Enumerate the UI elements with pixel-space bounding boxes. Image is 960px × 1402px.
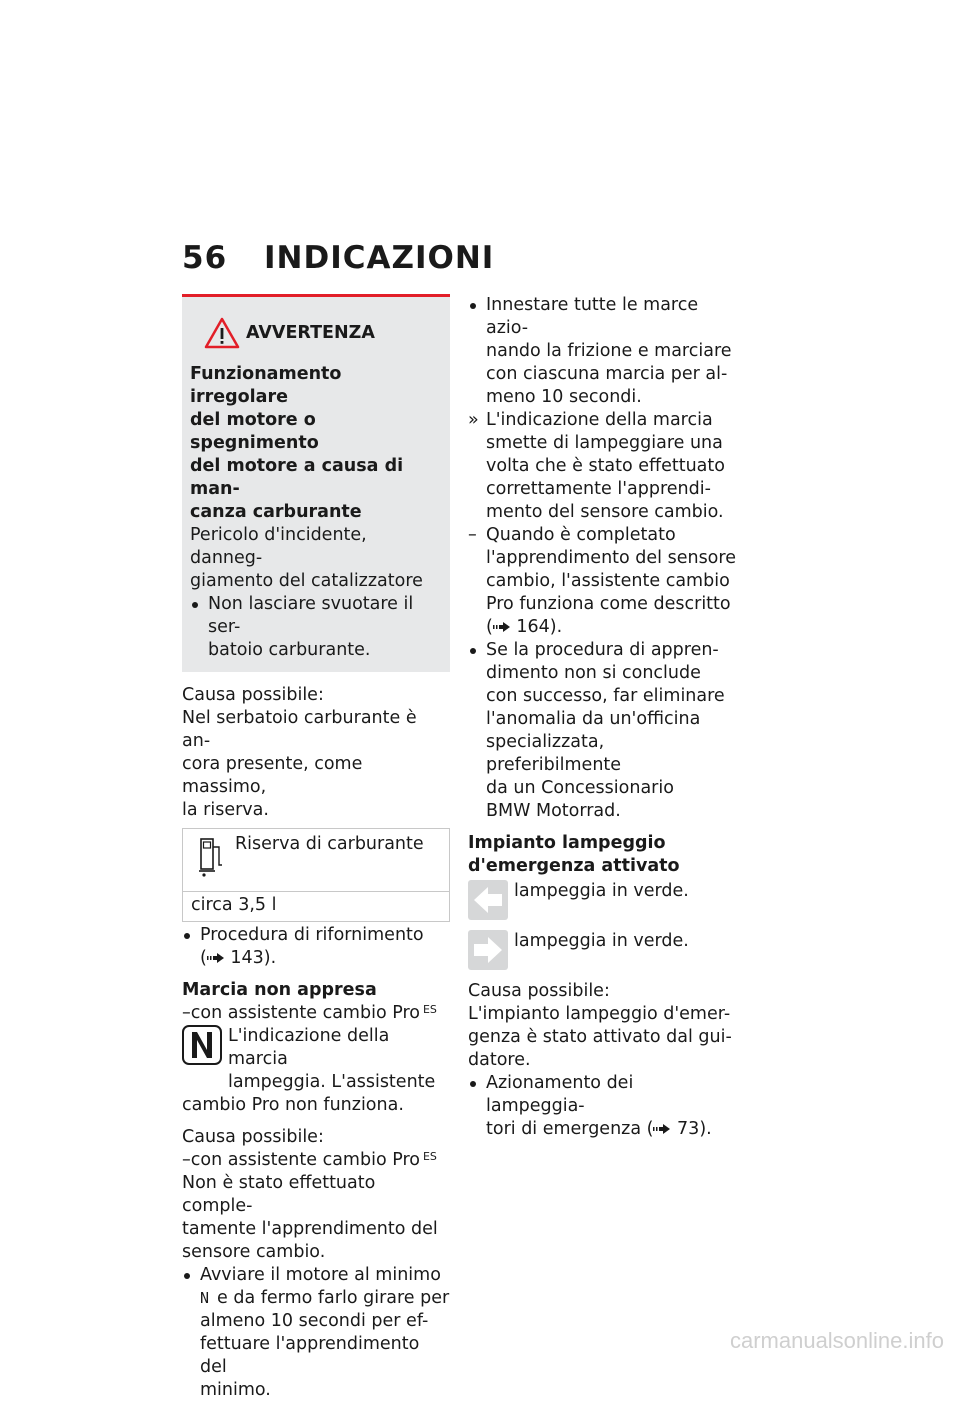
gear-engage-bullet (468, 294, 736, 409)
gear-condition-2 (182, 1149, 450, 1172)
hazard-left-row (468, 880, 736, 920)
warning-title (190, 363, 442, 524)
result-marker-icon: » (468, 410, 479, 430)
gear-result-line: mento del sensore cambio. (486, 502, 724, 522)
gear-fail-bullet (468, 639, 736, 823)
gear-heading: Marcia non appresa (182, 980, 377, 1000)
warning-box (182, 294, 450, 672)
fuel-procedure-bullet (182, 924, 450, 970)
warning-title-line: del motore o spegnimento (190, 410, 319, 453)
gear-result-line: correttamente l'apprendi- (486, 479, 711, 499)
warning-bullet (190, 593, 442, 662)
neutral-glyph: N (200, 1289, 210, 1307)
gear-fail-line: specializzata, preferibilmente (486, 732, 622, 775)
footer-watermark: carmanualsonline.info (729, 1328, 944, 1353)
gear-engage-line: nando la frizione e marciare (486, 341, 732, 361)
hazard-action-line: Azionamento dei lampeggia- (486, 1073, 634, 1116)
gear-condition2-sup: ES (422, 1150, 437, 1163)
right-arrow-icon (468, 930, 508, 970)
gear-cause-label: Causa possibile: (182, 1127, 324, 1147)
page-number: 56 (182, 240, 228, 276)
dash-marker-icon: – (468, 525, 477, 545)
warning-title-line: Funzionamento irregolare (190, 364, 342, 407)
gear-start-line: e da fermo farlo girare per (217, 1288, 450, 1308)
hazard-right-text: lampeggia in verde. (514, 931, 689, 951)
hazard-cause-line: datore. (468, 1050, 531, 1070)
hazard-action-line: tori di emergenza (486, 1119, 642, 1139)
hazard-left-text: lampeggia in verde. (514, 881, 689, 901)
fuel-procedure-page: 143). (230, 948, 277, 968)
gear-fail-line: BMW Motorrad. (486, 801, 621, 821)
hazard-right-row (468, 930, 736, 970)
hazard-cause-line: L'impianto lampeggio d'emer- (468, 1004, 731, 1024)
fuel-procedure-ref[interactable]: ( 143). (200, 948, 277, 968)
gear-indicator-text (228, 1025, 450, 1094)
hazard-heading-line: Impianto lampeggio (468, 833, 666, 853)
gear-fail-line: con successo, far eliminare (486, 686, 725, 706)
gear-indicator-line: L'indicazione della marcia (228, 1026, 390, 1069)
gear-condition2-text: –con assistente cambio Pro (182, 1150, 420, 1170)
gear-result-line: L'indicazione della marcia (486, 410, 713, 430)
gear-complete-item (468, 524, 736, 639)
gear-complete-line: l'apprendimento del sensore (486, 548, 736, 568)
gear-result-line: volta che è stato effettuato (486, 456, 725, 476)
gear-condition (182, 1002, 450, 1025)
gear-fail-line: dimento non si conclude (486, 663, 701, 683)
fuel-reserve-table (182, 828, 450, 922)
warning-triangle-icon (204, 317, 240, 349)
warning-danger-line: Pericolo d'incidente, danneg- (190, 525, 367, 568)
fuel-reserve-value: circa 3,5 l (191, 895, 277, 915)
gear-start-bullet (182, 1264, 450, 1402)
gear-start-line: minimo. (200, 1380, 271, 1400)
hazard-action-page: 73). (677, 1119, 712, 1139)
warning-title-line: del motore a causa di man- (190, 456, 404, 499)
fuel-pump-icon (197, 833, 227, 877)
warning-danger-line: giamento del catalizzatore (190, 571, 423, 591)
warning-title-line: canza carburante (190, 502, 362, 522)
gear-cause-line: Non è stato effettuato comple- (182, 1173, 376, 1216)
gear-cause-line: sensore cambio. (182, 1242, 326, 1262)
gear-indicator-tail: cambio Pro non funziona. (182, 1095, 404, 1115)
gear-fail-line: l'anomalia da un'officina (486, 709, 701, 729)
gear-indicator-line: lampeggia. L'assistente (228, 1072, 436, 1092)
gear-start-line: almeno 10 secondi per ef- (200, 1311, 429, 1331)
gear-complete-line: Quando è completato (486, 525, 676, 545)
hazard-cause-line: genza è stato attivato dal gui- (468, 1027, 732, 1047)
hazard-action-ref[interactable]: tori di emergenza ( 73). (486, 1119, 712, 1139)
gear-fail-line: da un Concessionario (486, 778, 674, 798)
left-column (182, 294, 450, 1402)
left-arrow-icon (468, 880, 508, 920)
gear-complete-line: cambio, l'assistente cambio (486, 571, 730, 591)
warning-header (204, 317, 442, 349)
gear-result-line: smette di lampeggiare una (486, 433, 723, 453)
warning-bullet-line: Non lasciare svuotare il ser- (208, 594, 414, 637)
right-column (468, 294, 736, 1141)
page-title: INDICAZIONI (264, 240, 495, 276)
warning-heading: AVVERTENZA (246, 322, 375, 343)
fuel-cause-line: la riserva. (182, 800, 269, 820)
gear-complete-line: Pro funziona come descritto (486, 594, 731, 614)
gear-condition-text: –con assistente cambio Pro (182, 1003, 420, 1023)
gear-start-line-2 (200, 1287, 450, 1310)
hazard-cause-label: Causa possibile: (468, 981, 610, 1001)
gear-indicator-row (182, 1025, 450, 1094)
gear-fail-line: Se la procedura di appren- (486, 640, 719, 660)
gear-engage-line: meno 10 secondi. (486, 387, 642, 407)
fuel-cause-line: cora presente, come massimo, (182, 754, 363, 797)
gear-complete-ref[interactable]: ( 164). (486, 617, 563, 637)
fuel-reserve-header (183, 829, 449, 892)
fuel-cause-label: Causa possibile: (182, 685, 324, 705)
page-ref-arrow-icon (493, 621, 511, 633)
gear-start-line: fettuare l'apprendimento del (200, 1334, 420, 1377)
page-ref-arrow-icon (653, 1123, 671, 1135)
neutral-gear-icon (182, 1025, 222, 1065)
fuel-procedure-line: Procedura di rifornimento (200, 925, 424, 945)
hazard-heading-line: d'emergenza attivato (468, 856, 680, 876)
hazard-action-bullet (468, 1072, 736, 1141)
fuel-reserve-label: Riserva di carburante (235, 834, 424, 854)
gear-cause-line: tamente l'apprendimento del (182, 1219, 438, 1239)
gear-engage-line: con ciascuna marcia per al- (486, 364, 728, 384)
gear-result-item (468, 409, 736, 524)
gear-complete-page: 164). (516, 617, 563, 637)
gear-start-line: Avviare il motore al minimo (200, 1265, 441, 1285)
warning-bullet-line: batoio carburante. (208, 640, 371, 660)
gear-condition-sup: ES (422, 1003, 437, 1016)
fuel-cause-line: Nel serbatoio carburante è an- (182, 708, 417, 751)
page-ref-arrow-icon (207, 952, 225, 964)
gear-engage-line: Innestare tutte le marce azio- (486, 295, 699, 338)
page-header (182, 240, 494, 276)
